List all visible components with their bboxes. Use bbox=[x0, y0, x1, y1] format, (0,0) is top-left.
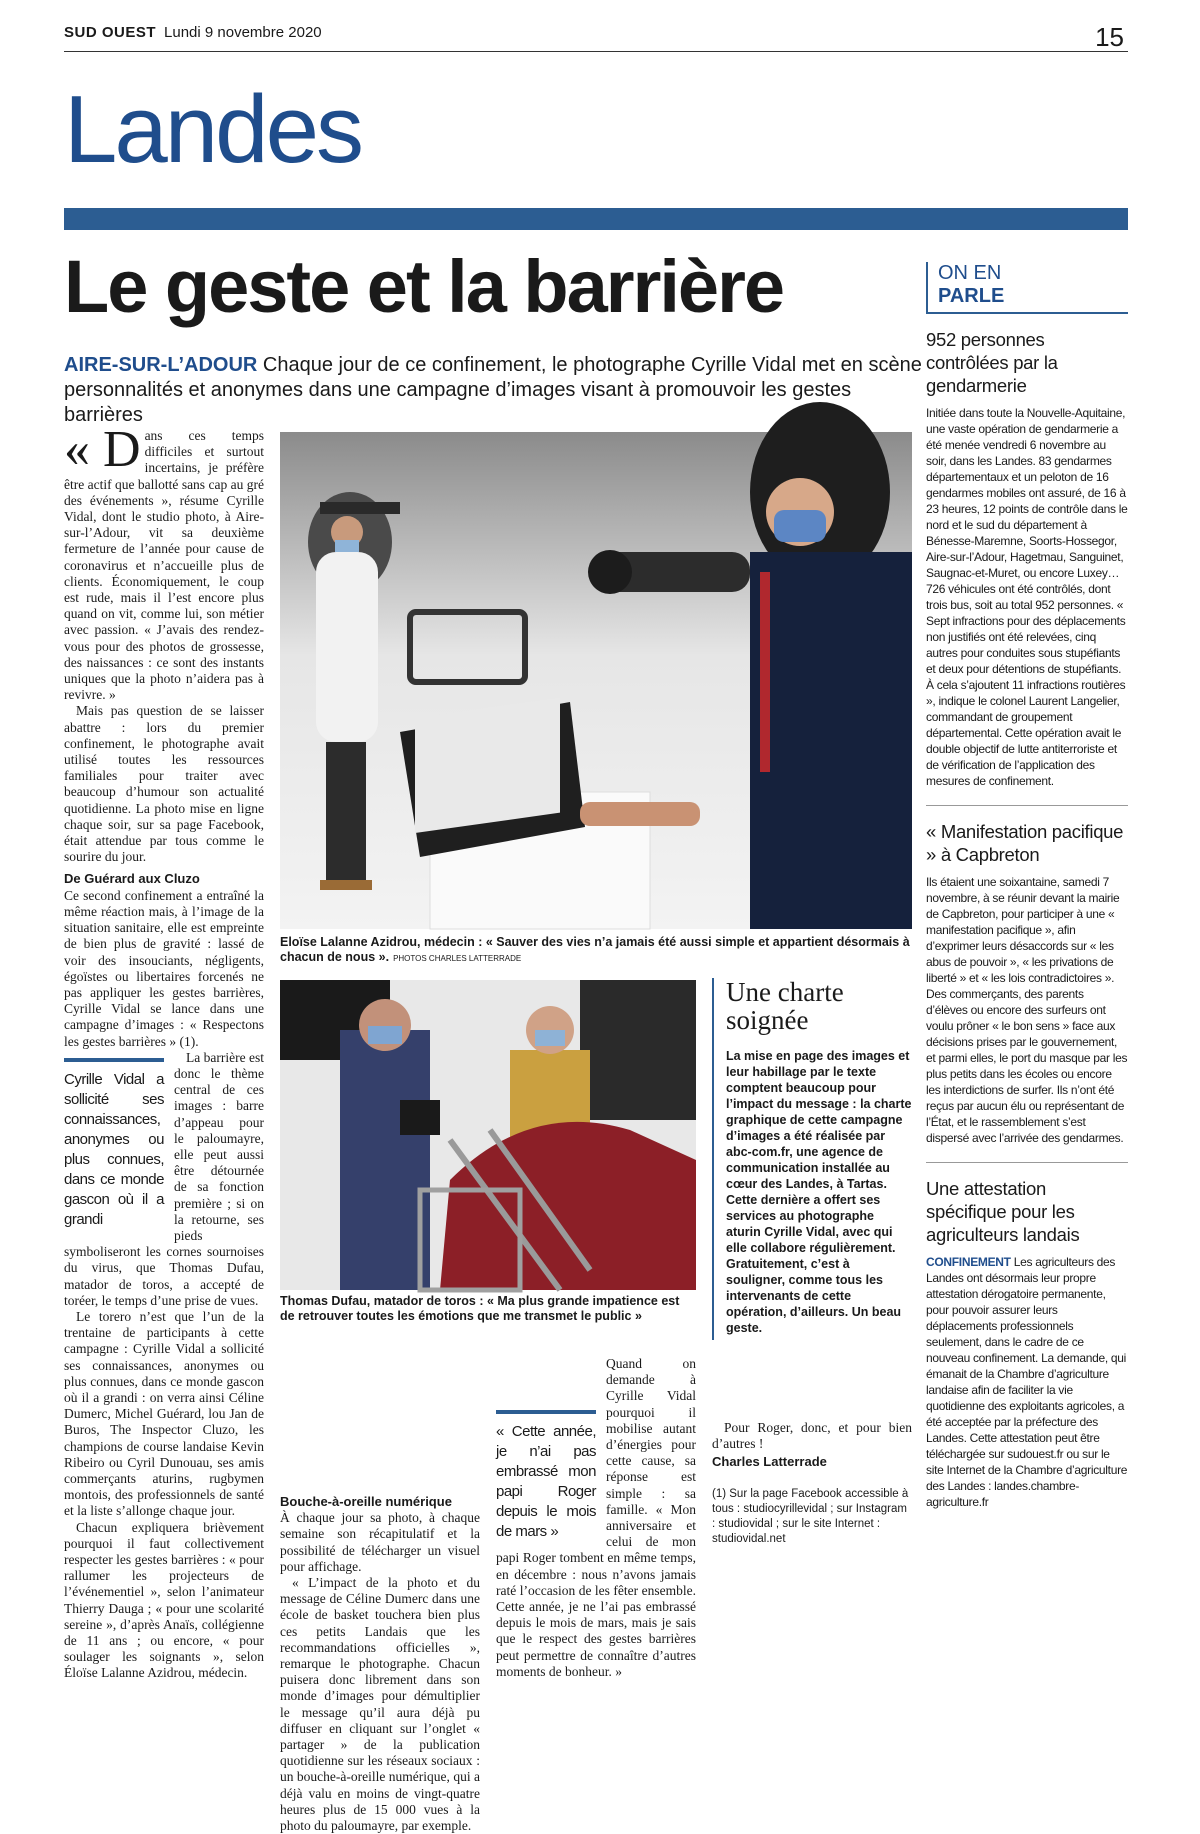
sidebar-item-title: 952 personnes contrôlées par la gendarmerie bbox=[926, 329, 1058, 396]
issue-date: Lundi 9 novembre 2020 bbox=[164, 24, 322, 41]
sidebar-label: ON EN PARLE bbox=[926, 262, 1128, 314]
divider bbox=[926, 805, 1128, 806]
sidebar bbox=[926, 262, 1128, 1510]
headline: Le geste et la barrière bbox=[64, 245, 784, 328]
article-paragraph: Chacun expliquera brièvement pourquoi il faut collectivement respecter les gestes barrières : « pour rallumer les projecteurs de l’événementiel », selon l’animateur Thierry Dauga ; « pour une scolarité sereine », d’après Anaïs, collégienne de 11 ans ; ou encore, « pour soulager les soignants », selon Éloïse Lalanne Azidrou, médecin. bbox=[64, 1519, 264, 1681]
dek-text: Chaque jour de ce confinement, le photographe Cyrille Vidal met en scène personnalités et anonymes dans une campagne d’images visant à promouvoir les gestes barrières bbox=[64, 354, 922, 426]
section-title: Landes bbox=[64, 76, 361, 183]
masthead bbox=[64, 24, 1128, 52]
article-column-2 bbox=[280, 1356, 480, 1834]
dropcap: « D bbox=[64, 421, 141, 478]
article-paragraph: Le torero n’est que l’un de la trentaine de participants à cette campagne : Cyrille Vidal a sollicité ses connaissances, anonymes ou plus connues, dans ce monde gascon où il a grandi : on verra ainsi Céline Dumerc, Michel Guérard, lou Jan de Buros, The Inspector Cluzo, les champions de course landaise Kevin Ribeiro ou Cyril Dunouau, ses amis commerçants aturins, rugbymen montois, des professionnels de santé et la liste s’allonge chaque jour. bbox=[64, 1308, 264, 1519]
divider bbox=[926, 1162, 1128, 1163]
sidebar-item-title: Une attestation spécifique pour les agriculteurs landais bbox=[926, 1178, 1080, 1245]
footnote: (1) Sur la page Facebook accessible à tous : studiocyrillevidal ; sur Instagram : studiovidal ; sur le site Internet : studiovidal.net bbox=[712, 1487, 909, 1545]
article-paragraph: Ce second confinement a entraîné la même réaction mais, à l’image de la situation sanitaire, elle est empreinte de bien plus de gravité : lassé de voir des insouciants, négligents, égoïstes ou libertaires forcenés ne pas appliquer les gestes barrières, Cyrille Vidal se lance dans une campagne d’images : « Respectons les gestes barrières » (1). bbox=[64, 887, 264, 1049]
subhead: Bouche-à-oreille numérique bbox=[280, 1494, 452, 1509]
photo-doctor-image bbox=[280, 432, 912, 929]
page-number: 15 bbox=[1095, 22, 1124, 52]
sidebar-item-text: Initiée dans toute la Nouvelle-Aquitaine, une vaste opération de gendarmerie a été menée vendredi 6 novembre au soir, dans les Landes. 83 gendarmes départementaux et un peloton de 16 gendarmes mobiles ont assuré, de 16 à 23 heures, 12 points de contrôle dans le nord et le sud du département à Bénesse-Maremne, Soorts-Hossegor, Aire-sur-l’Adour, Hagetmau, Sanguinet, Saugnac-et-Muret, ou encore Luxey… 726 véhicules ont été contrôlés, dont trois bus, soit au total 952 personnes. « Sept infractions pour des déplacements non justifiés ont été relevées, cinq autres pour conduites sous stupéfiants et deux pour détentions de stupéfiants. À cela s’ajoutent 11 infractions routières », indique le colonel Laurent Langelier, commandant de groupement départemental. Cette opération avait le double objectif de lutte antiterroriste et de vérification de l’application des mesures de confinement. bbox=[926, 406, 1128, 788]
article-paragraph: À chaque jour sa photo, à chaque semaine son récapitulatif et la possibilité de télécharger un visuel pour affichage. bbox=[280, 1510, 480, 1574]
article-paragraph: Pour Roger, donc, et pour bien d’autres ! bbox=[712, 1420, 912, 1452]
article-paragraph: « L’impact de la photo et du message de Céline Dumerc dans une école de basket touchera bien plus ces petits Landais que les recommandations officielles », remarque le photographe. Chacun puisera donc librement dans son monde d’images pour démultiplier le message qu’il aura déjà pu diffuser en cliquant sur l’onglet « partager » de la publication quotidienne sur les réseaux sociaux : un bouche-à-oreille numérique, qui a déjà valu en moins de vingt-quatre heures plus de 15 000 vues à la photo du paloumayre, par exemple. bbox=[280, 1575, 480, 1834]
pull-quote: Cyrille Vidal a sollicité ses connaissances, anonymes ou plus connues, dans ce monde gascon où il a grandi bbox=[64, 1058, 164, 1230]
photo-credit: PHOTOS CHARLES LATTERRADE bbox=[393, 954, 522, 963]
photo-doctor bbox=[280, 432, 912, 929]
author: Charles Latterrade bbox=[712, 1454, 827, 1470]
article-paragraph: « D ans ces temps difficiles et surtout incertains, je préfère être actif que ballotté sans cap au gré des événements », résume Cyrille Vidal, dont le studio photo, à Aire-sur-l’Adour, vit sa deuxième fermeture de l’année pour cause de coronavirus et n’accueille plus de clients. Économiquement, le coup est rude, mais il l’est encore plus quand on vit, comme lui, son métier avec passion. « J’avais des rendez-vous pour des photos de grossesse, des naissances : ce sont des instants uniques que la photo n’aidera pas à revivre. » bbox=[64, 421, 264, 703]
article-column-3 bbox=[496, 1356, 696, 1690]
subhead: De Guérard aux Cluzo bbox=[64, 871, 200, 887]
article-paragraph: Cyrille Vidal a sollicité ses connaissances, anonymes ou plus connues, dans ce monde gascon où il a grandi La barrière est donc le thème central de ces images : barre d’appeau pour le paloumayre, elle peut aussi être détournée de sa fonction première ; si on la retourne, ses pieds symboliseront les cornes sournoises du virus, que Thomas Dufau, matador de toros, a accepté de toréer, le temps d’une prise de vues. Le torero n’est que l’un de la trentaine de participants à cette campagne : Cyrille Vidal a sollicité ses connaissances, anonymes ou plus connues, dans ce monde gascon où il a grandi : on verra ainsi Céline Dumerc, Michel Guérard, lou Jan de Buros, The Inspector Cluzo, les champions de course landaise Kevin Ribeiro ou Cyril Dunouau, ses amis commerçants aturins, rugbymen montois, des professionnels de santé et la liste s’allonge chaque jour. Chacun expliquera brièvement pourquoi il faut collectivement respecter les gestes barrières : « pour rallumer les projecteurs de l’événementiel », selon l’animateur Thierry Dauga ; « pour une scolarité sereine », d’après Anaïs, collégienne de 11 ans ; ou encore, « pour soulager les soignants », selon Éloïse Lalanne Azidrou, médecin. bbox=[64, 1049, 264, 1681]
box-title: Une charte soignée bbox=[726, 977, 844, 1035]
newspaper-brand: SUD OUEST bbox=[64, 24, 157, 41]
sidebar-item-title: « Manifestation pacifique » à Capbreton bbox=[926, 821, 1124, 865]
dek-location: AIRE-SUR-L’ADOUR bbox=[64, 354, 258, 376]
section-bar bbox=[64, 208, 1128, 230]
box-text: La mise en page des images et leur habillage par le texte comptent beaucoup pour l’impact du message : la charte graphique de cette campagne d’images a été réalisée par abc-com.fr, une agence de communication installée au cœur des Landes, à Tartas. Cette dernière a offert ses services au photographe aturin Cyrille Vidal, avec qui elle collabore régulièrement. Gratuitement, c’est à souligner, comme tous les intervenants de cette opération, d’ailleurs. Un beau geste. bbox=[726, 1049, 912, 1335]
article-column-4 bbox=[712, 1356, 912, 1690]
article-column-1 bbox=[64, 421, 264, 1690]
info-box bbox=[712, 978, 912, 1340]
pull-quote: « Cette année, je n’ai pas embrassé mon papi Roger depuis le mois de mars » bbox=[496, 1410, 596, 1542]
sidebar-keyword: CONFINEMENT bbox=[926, 1255, 1011, 1269]
photo-matador-image bbox=[280, 980, 696, 1290]
photo-doctor-caption: Eloïse Lalanne Azidrou, médecin : « Sauver des vies n’a jamais été aussi simple et appartient désormais à chacun de nous ». PHOTOS CHARLES LATTERRADE bbox=[280, 935, 910, 964]
photo-matador-caption: Thomas Dufau, matador de toros : « Ma plus grande impatience est de retrouver toutes les émotions que me transmet le public » bbox=[280, 1294, 680, 1323]
article-paragraph: Quand on demande à Cyrille Vidal pourquoi il mobilise autant d’énergies pour cette cause, sa réponse est simple : sa famille. « Mon anniversaire et celui de mon papi Roger tombent en même temps, en décembre : nous n’avons jamais raté l’occasion de les fêter ensemble. Cette année, je ne l’ai pas embrassé depuis le mois de mars, mais je sais que le respect des gestes barrières peut permettre de connaître d’autres moments de bonheur. » bbox=[496, 1356, 696, 1679]
article-paragraph: Mais pas question de se laisser abattre : lors du premier confinement, le photographe avait utilisé toutes les ressources familiales pour traiter avec beaucoup d’humour son actualité quotidienne. La photo mise en ligne chaque soir, sur sa page Facebook, était attendue par tous comme le sourire du jour. bbox=[64, 703, 264, 865]
sidebar-item-text: CONFINEMENT Les agriculteurs des Landes ont désormais leur propre attestation dérogatoire permanente, pour pouvoir assurer leurs déplacements professionnels seulement, dans le cadre de ce nouveau confinement. La demande, qui émanait de la Chambre d’agriculture landaise afin de faciliter la vie quotidienne des exploitants agricoles, a été acceptée par la préfecture des Landes. Cette attestation peut être téléchargée sur sudouest.fr ou sur le site Internet de la Chambre d’agriculture des Landes : landes.chambre-agriculture.fr bbox=[926, 1255, 1128, 1509]
sidebar-item-text: Ils étaient une soixantaine, samedi 7 novembre, à se réunir devant la mairie de Capbreton, pour participer à une « manifestation pacifique », afin d’exprimer leurs désaccords sur « les abus de pouvoir », « les privations de liberté » et « les lois contradictoires ». Des commerçants, des parents d’élèves ou encore des surfeurs ont voulu prôner « le bon sens » face aux décisions prises par le gouvernement, et parmi elles, le port du masque par les plus petits dans les écoles ou encore les interdictions de surfer. Ils n’ont été reçus par aucun élu ou représentant de l’État, et le rassemblement s’est dispersé avec l’arrivée des gendarmes. bbox=[926, 875, 1128, 1145]
photo-matador bbox=[280, 980, 696, 1290]
